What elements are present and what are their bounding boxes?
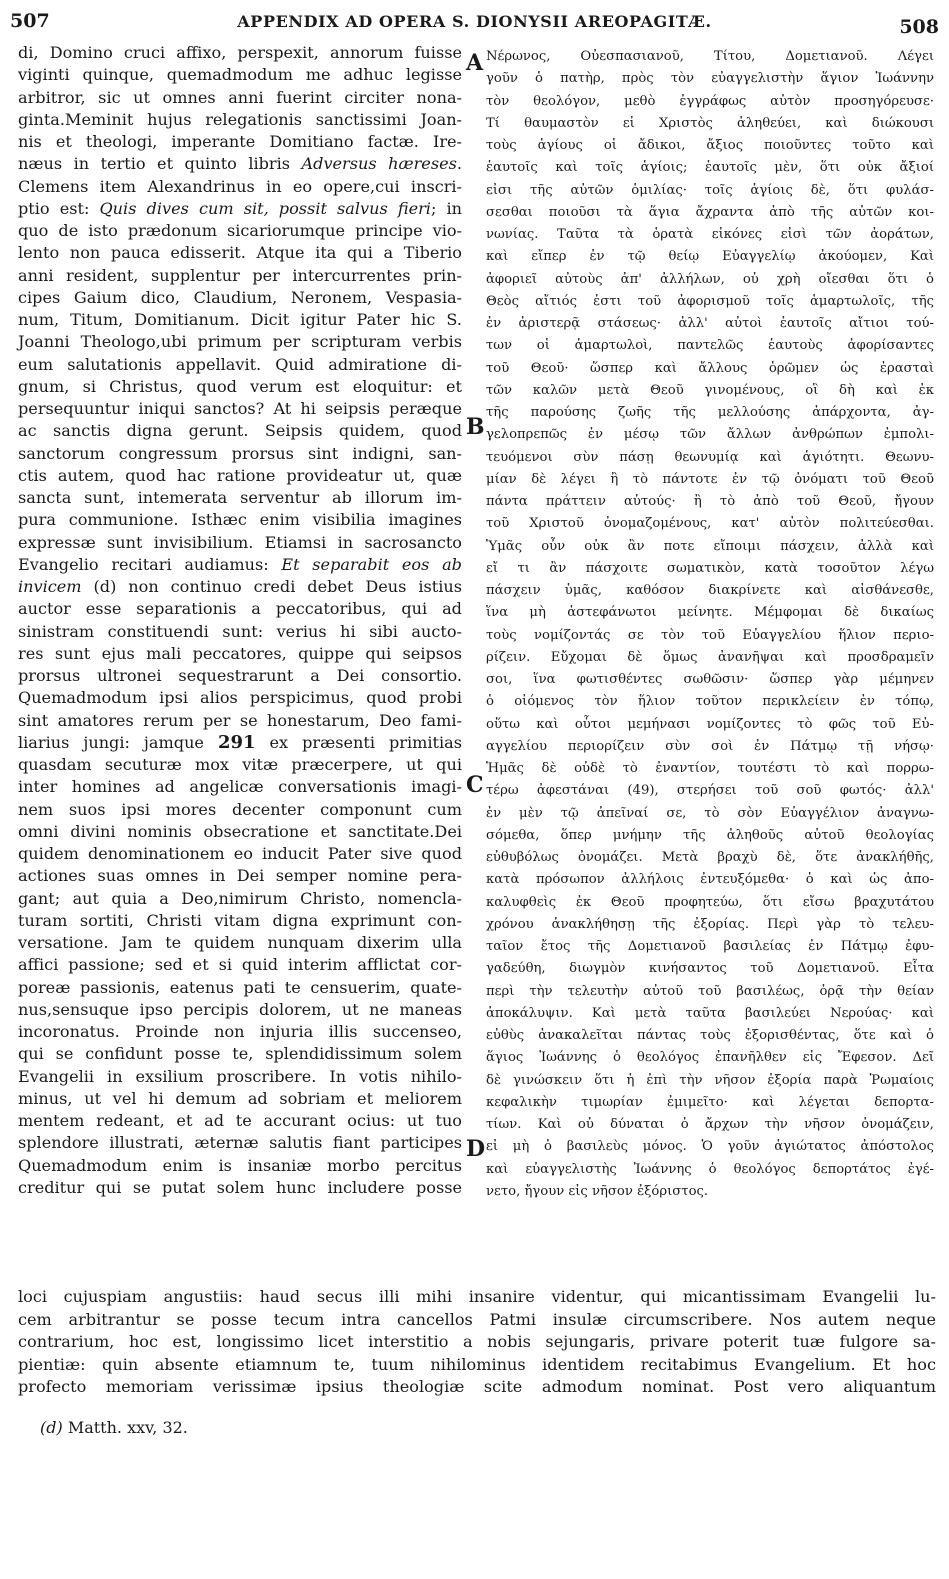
latin-text-line: anni resident, supplentur per intercurrentes prin- <box>18 265 462 285</box>
footnote-marker: (d) <box>40 1418 63 1437</box>
latin-text-line: quasdam secuturæ mox vitæ præcerpere, ut qui <box>18 755 462 774</box>
greek-text-line: μίαν δὲ λέγει ἢ τὸ πάντοτε ἐν τῷ ὀνόματι τοῦ Θεοῦ <box>486 471 934 487</box>
greek-text-line: ταῖον ἔτος τῆς Δομετιανοῦ βασιλείας ἐν Πάτμῳ ἐφυ- <box>486 939 934 954</box>
greek-text-line: ἀφοριεῖ αὐτοὺς ἀπ' ἀλλήλων, οὐ χρὴ οἴεσθαι ὅτι ὁ <box>486 271 934 287</box>
latin-text-line: creditur qui se putat solem hunc includere posse <box>18 1177 462 1197</box>
running-title: APPENDIX AD OPERA S. DIONYSII AREOPAGITÆ. <box>237 12 712 31</box>
latin-text-line: eum salutationis appellavit. Quid admiratione di- <box>18 354 462 374</box>
latin-text-line: ctis autem, quod hac ratione provideatur ut, quæ <box>18 465 462 485</box>
latin-text-line: ac sanctis digna gerunt. Seipsis quidem, quod <box>18 421 462 441</box>
greek-text-line: περὶ τὴν τελευτὴν αὐτοῦ τοῦ βασιλέως, ὁρᾷ τὴν θείαν <box>486 983 934 999</box>
margin-marker-d: D <box>466 1136 486 1162</box>
latin-text-line: quidem denominationem eo inducit Pater sive quod <box>18 844 462 863</box>
latin-text-line: nus,sensuque ipso percipis dolorem, ut ne maneas <box>18 999 462 1019</box>
greek-text-line: Ὑμᾶς οὖν οὐκ ἂν ποτε εἴποιμι πάσχειν, ἀλλὰ καὶ <box>486 538 934 554</box>
latin-text-line: gant; aut quia a Deo,nimirum Christo, nomencla- <box>18 888 462 908</box>
page-number-left: 507 <box>10 10 50 32</box>
greek-text-line: Ἡμᾶς δὲ οὐδὲ τὸ ἐναντίον, τουτέστι τὸ καὶ πορρω- <box>486 761 934 776</box>
latin-text-line: quo de isto prædonum sicariorumque principe vio- <box>18 221 462 240</box>
greek-text-line: εἰ μὴ ὁ βασιλεὺς μόνος. Ὁ γοῦν ἁγιώτατος ἀπόστολος <box>486 1139 934 1155</box>
margin-marker-c: C <box>466 772 484 798</box>
latin-text-line: qui se confidunt posse te, splendidissimum solem <box>18 1044 462 1064</box>
greek-text-line: των οἱ ἁμαρτωλοὶ, παντελῶς ἑαυτοὺς ἀφορίσαντες <box>486 338 934 354</box>
greek-text-line: ὁ οἰόμενος τὸν ἥλιον τοῦτον περικλείειν ἐν τόπῳ, <box>486 694 934 710</box>
greek-text-line: ἑαυτοῖς καὶ τοῖς ἁγίοις; ἑαυτοῖς μὲν, ὅτι οὐκ ἄξιοί <box>486 160 934 176</box>
greek-text-line: νωνίας. Ταῦτα τὰ ὁρατὰ εἰκόνες εἰσὶ τῶν ἀοράτων, <box>486 227 934 242</box>
greek-text-line: δὲ γινώσκειν ὅτι ἡ ἐπὶ τὴν νῆσον ἐξορία παρὰ Ῥωμαίοις <box>486 1072 934 1088</box>
latin-text-line: persequuntur iniqui sanctos? At hi seipsis peræque <box>18 399 462 418</box>
greek-text-line: εἰσι τῆς αὐτῶν ὁμιλίας· τοῖς ἁγίοις δὲ, ὅτι φυλάσ- <box>486 182 934 198</box>
latin-text-line: minus, ut vel hi demum ad sobriam et meliorem <box>18 1088 462 1108</box>
greek-text-line: καὶ εὐαγγελιστὴς Ἰωάννης ὁ θεολόγος δεπορτάτος ἐγέ- <box>486 1161 934 1177</box>
latin-text-line: ptio est: Quis dives cum sit, possit salvus fieri; in <box>18 198 462 218</box>
greek-column <box>486 46 934 1203</box>
greek-text-line: κεφαλικὴν τιμωρίαν ἐμιμεῖτο· καὶ λέγεται δεπορτα- <box>486 1094 934 1110</box>
latin-text-line: omni divini nominis obsecratione et sanctitate.Dei <box>18 821 462 841</box>
latin-text-line: Clemens item Alexandrinus in eo opere,cui inscri- <box>18 176 462 196</box>
greek-text-line: τῶν καλῶν μετὰ Θεοῦ γινομένους, οἳ δὴ καὶ ἐκ <box>486 382 934 398</box>
greek-text-line: τὸν θεολόγον, μεθὸ ἐγγράφως αὐτὸν προσηγόρευσε· <box>486 93 934 109</box>
latin-text-line: pura communione. Isthæc enim visibilia imagines <box>18 510 462 530</box>
latin-text-line: expressæ sunt invisibilium. Etiamsi in sacrosancto <box>18 532 462 552</box>
greek-text-line: αγγελίου περιορίζειν σὺν σοὶ ἐν Πάτμῳ τῇ νήσῳ· <box>486 738 934 754</box>
latin-text-line: lento non pauca edisserit. Atque ita qui a Tiberio <box>18 243 462 263</box>
greek-text-line: ἐν μὲν τῷ ἀπεῖναί σε, τὸ σὸν Εὐαγγέλιον ἀναγνω- <box>486 805 934 821</box>
latin-text-line: num, Titum, Domitianum. Dicit igitur Pater hic S. <box>18 310 462 329</box>
greek-text-line: γελοπρεπῶς ἐν μέσῳ τῶν ἄλλων ἀνθρώπων ἐμπολι- <box>486 427 934 443</box>
greek-text-line: χρόνου ἀνακλήθησῃ τῆς ἐξορίας. Περὶ γὰρ τὸ τελευ- <box>486 916 934 932</box>
greek-text-line: Θεὸς αἴτιός ἐστι τοῦ ἀφορισμοῦ τοῖς ἁμαρτωλοῖς, τῆς <box>486 293 934 309</box>
latin-text-line: nem suos ipsi mores decenter componunt cum <box>18 799 462 819</box>
greek-text-line: γοῦν ὁ πατὴρ, πρὸς τὸν εὐαγγελιστὴν ἅγιον Ἰωάννην <box>486 71 934 87</box>
latin-text-line: sanctorum congressum prorsus sint indigni, san- <box>18 443 462 463</box>
greek-text-line: Τί θαυμαστὸν εἰ Χριστὸς ἀληθεύει, καὶ διώκουσι <box>486 115 934 131</box>
latin-text-line: ginta.Meminit hujus relegationis sanctissimi Joan- <box>18 109 462 129</box>
full-width-text-line: cem arbitrantur se posse tecum intra cancellos Patmi insulæ circumscribere. Nos autem neque <box>18 1309 936 1329</box>
latin-text-line: versatione. Jam te quidem nunquam dixerim ulla <box>18 933 462 952</box>
greek-text-line: κατὰ πρόσωπον ἀλλήλοις ἐντευξόμεθα· ὁ καὶ ὡς ἀπο- <box>486 872 934 888</box>
greek-text-line: τίων. Καὶ οὐ δύναται ὁ ἄρχων τὴν νῆσον ὀνομάζειν, <box>486 1117 934 1132</box>
latin-text-line: poreæ passionis, eatenus pati te censuerim, quate- <box>18 977 462 997</box>
greek-text-line: σοι, ἵνα φωτισθέντες σωθῶσιν· ὥσπερ γὰρ μέμηνεν <box>486 672 934 687</box>
latin-text-line: affici passione; sed et si quid interim afflictat cor- <box>18 955 462 975</box>
latin-text-line: splendore illustrati, æternæ salutis fiant participes <box>18 1133 462 1153</box>
latin-text-line: actiones suas omnes in Dei semper nomine pera- <box>18 866 462 886</box>
latin-text-line: sancta sunt, intemerata serventur ab illorum im- <box>18 488 462 507</box>
greek-text-line: τοὺς ἁγίους οἱ ἄδικοι, ἄξιος ποιοῦντες τοῦτο καὶ <box>486 138 934 153</box>
margin-marker-a: A <box>466 50 484 76</box>
greek-text-line: εὐθυβόλως ὀνομάζει. Μετὰ βραχὺ δὲ, ὅτε ἀνακλήθῆς, <box>486 850 934 865</box>
latin-text-line: nis et theologi, imperante Domitiano factæ. Ire- <box>18 132 462 151</box>
greek-text-line: ἅγιος Ἰωάννης ὁ θεολόγος ἐπανῆλθεν εἰς Ἔφεσον. Δεῖ <box>486 1050 934 1066</box>
latin-text-line: incoronatus. Proinde non injuria illis succenseo, <box>18 1022 462 1041</box>
greek-text-line: γαδεύθη, διωγμὸν κινήσαντος τοῦ Δομετιανοῦ. Εἶτα <box>486 961 934 977</box>
latin-text-line: Evangelii in exsilium proscribere. In votis nihilo- <box>18 1066 462 1086</box>
greek-text-line: ἐν ἀριστερᾷ στάσεως· ἀλλ' αὐτοὶ ἑαυτοῖς αἴτιοι τού- <box>486 316 934 331</box>
greek-text-line: καὶ εἴπερ ἐν τῷ θείῳ Εὐαγγελίῳ ἀκούομεν, Καὶ <box>486 249 934 265</box>
latin-text-line: Quemadmodum enim is insaniæ morbo percitus <box>18 1155 462 1175</box>
greek-text-line: καλυφθεὶς ἐκ Θεοῦ προφητεύω, ὅτι εἴσω βραχυτάτου <box>486 894 934 910</box>
latin-text-line: cipes Gaium dico, Claudium, Neronem, Vespasia- <box>18 287 462 307</box>
latin-text-line: Quemadmodum ipsi alios perspicimus, quod probi <box>18 688 462 708</box>
greek-text-line: ἀποκάλυψιν. Καὶ μετὰ ταῦτα βασιλεύει Νερούας· καὶ <box>486 1005 934 1021</box>
greek-text-line: νετο, ἤγουν εἰς νῆσον ἐξόριστος. <box>486 1183 709 1199</box>
greek-text-line: σόμεθα, ὅπερ μνήμην τῆς ἀληθοῦς αὐτοῦ θεολογίας <box>486 827 934 843</box>
greek-text-line: τοῦ Θεοῦ· ὥσπερ καὶ ἄλλους ὁρῶμεν ὡς ἐρασταὶ <box>486 360 934 376</box>
footnote-text: Matth. xxv, 32. <box>67 1418 188 1437</box>
footnote <box>40 1418 188 1437</box>
greek-text-line: πάσχειν ὑμᾶς, καθόσον διακρίνετε καὶ αἰσθάνεσθε, <box>486 583 934 598</box>
latin-text-line: res sunt ejus mali peccatores, quippe qui seipsos <box>18 643 462 663</box>
full-width-text-line: contrarium, hoc est, longissimo licet interstitio a nobis sejungaris, privare poterit tuæ fulgore sa- <box>18 1332 936 1351</box>
greek-text-line: τῆς παρούσης ζωῆς τῆς μελλούσης ἀπάρχοντα, ἀγ- <box>486 405 934 420</box>
full-width-text <box>18 1286 936 1399</box>
margin-marker-b: B <box>466 414 485 440</box>
latin-text-line: invicem (d) non continuo credi debet Deus istius <box>18 577 462 596</box>
latin-text-line: mentem redeant, et ad te accurant ocius: ut tuo <box>18 1111 462 1130</box>
full-width-text-line: pientiæ: quin absente etiamnum te, tuum nihilominus identidem recitabimus Evangelium. Et hoc <box>18 1354 936 1374</box>
latin-text-line: Joanni Theologo,ubi primum per scripturam verbis <box>18 332 462 352</box>
latin-text-line: liarius jungi: jamque 291 ex præsenti primitias <box>18 731 462 753</box>
latin-text-line: prorsus ultronei sequestrarunt a Dei consortio. <box>18 666 462 685</box>
full-width-text-line: profecto memoriam verissimæ ipsius theologiæ scite admodum nominat. Post vero aliquantum <box>18 1377 936 1396</box>
latin-text-line: sinistram constituendi sunt: verius hi sibi aucto- <box>18 621 462 641</box>
greek-text-line: Νέρωνος, Οὐεσπασιανοῦ, Τίτου, Δομετιανοῦ. Λέγει <box>486 49 934 64</box>
page-number-right: 508 <box>899 16 939 38</box>
latin-text-line: di, Domino cruci affixo, perspexit, annorum fuisse <box>18 43 462 62</box>
greek-text-line: ρίζειν. Εὔχομαι δὲ ὅμως ἀνανῆψαι καὶ προσδραμεῖν <box>486 649 934 665</box>
greek-text-line: τέρω ἀφεστάναι (49), στερήσει τοῦ σοῦ φωτός· ἀλλ' <box>486 783 934 799</box>
greek-text-line: ἵνα μὴ ἀστεφάνωτοι μείνητε. Μέμφομαι δὲ δικαίως <box>486 605 934 621</box>
latin-text-line: næus in tertio et quinto libris Adversus hæreses. <box>18 154 462 174</box>
greek-text-line: εἴ τι ἂν πάσχοιτε σωματικὸν, κατὰ τοσοῦτον λέγω <box>486 560 934 576</box>
latin-text-line: viginti quinque, quemadmodum me adhuc legisse <box>18 65 462 85</box>
greek-text-line: τοῦ Χριστοῦ ὀνομαζομένους, κατ' αὐτὸν πολιτεύεσθαι. <box>486 516 934 532</box>
latin-text-line: sint amatores rerum per se honestarum, Deo fami- <box>18 710 462 730</box>
latin-column <box>18 42 462 1199</box>
greek-text-line: τευόμενοι σὺν πάσῃ θεωνυμίᾳ καὶ ἁγιότητι. Θεωνυ- <box>486 449 934 465</box>
greek-text-line: πάντα πράττειν αὐτούς· ἢ τὸ ἀπὸ τοῦ Θεοῦ, ἤγουν <box>486 494 934 509</box>
latin-text-line: turam sortiti, Christi vitam digna exprimunt con- <box>18 910 462 930</box>
latin-text-line: gnum, si Christus, quod verum est eloquitur: et <box>18 376 462 396</box>
greek-text-line: τοὺς νομίζοντάς σε τὸν τοῦ Εὐαγγελίου ἥλιον περιο- <box>486 627 934 643</box>
full-width-text-line: loci cujuspiam angustiis: haud secus illi mihi insanire videntur, qui micantissimam Evangelii lu- <box>18 1287 936 1306</box>
latin-text-line: inter homines ad angelicæ conversationis imagi- <box>18 777 462 797</box>
latin-text-line: Evangelio recitari audiamus: Et separabit eos ab <box>18 554 462 574</box>
latin-text-line: auctor esse separationis a peccatoribus, qui ad <box>18 599 462 619</box>
latin-text-line: arbitror, sic ut omnes anni fuerint circiter nona- <box>18 87 462 107</box>
greek-text-line: εὐθὺς ἀνακαλεῖται πάντας τοὺς ἐξορισθέντας, ὅτε καὶ ὁ <box>486 1028 934 1043</box>
page-header <box>10 10 939 38</box>
greek-text-line: οὕτω καὶ οὗτοι μεμήνασι νομίζοντες τὸ φῶς τοῦ Εὐ- <box>486 716 934 732</box>
greek-text-line: σεσθαι ποιοῦσι τὰ ἅγια ἄχραντα ἀπὸ τῆς αὐτῶν κοι- <box>486 204 934 220</box>
